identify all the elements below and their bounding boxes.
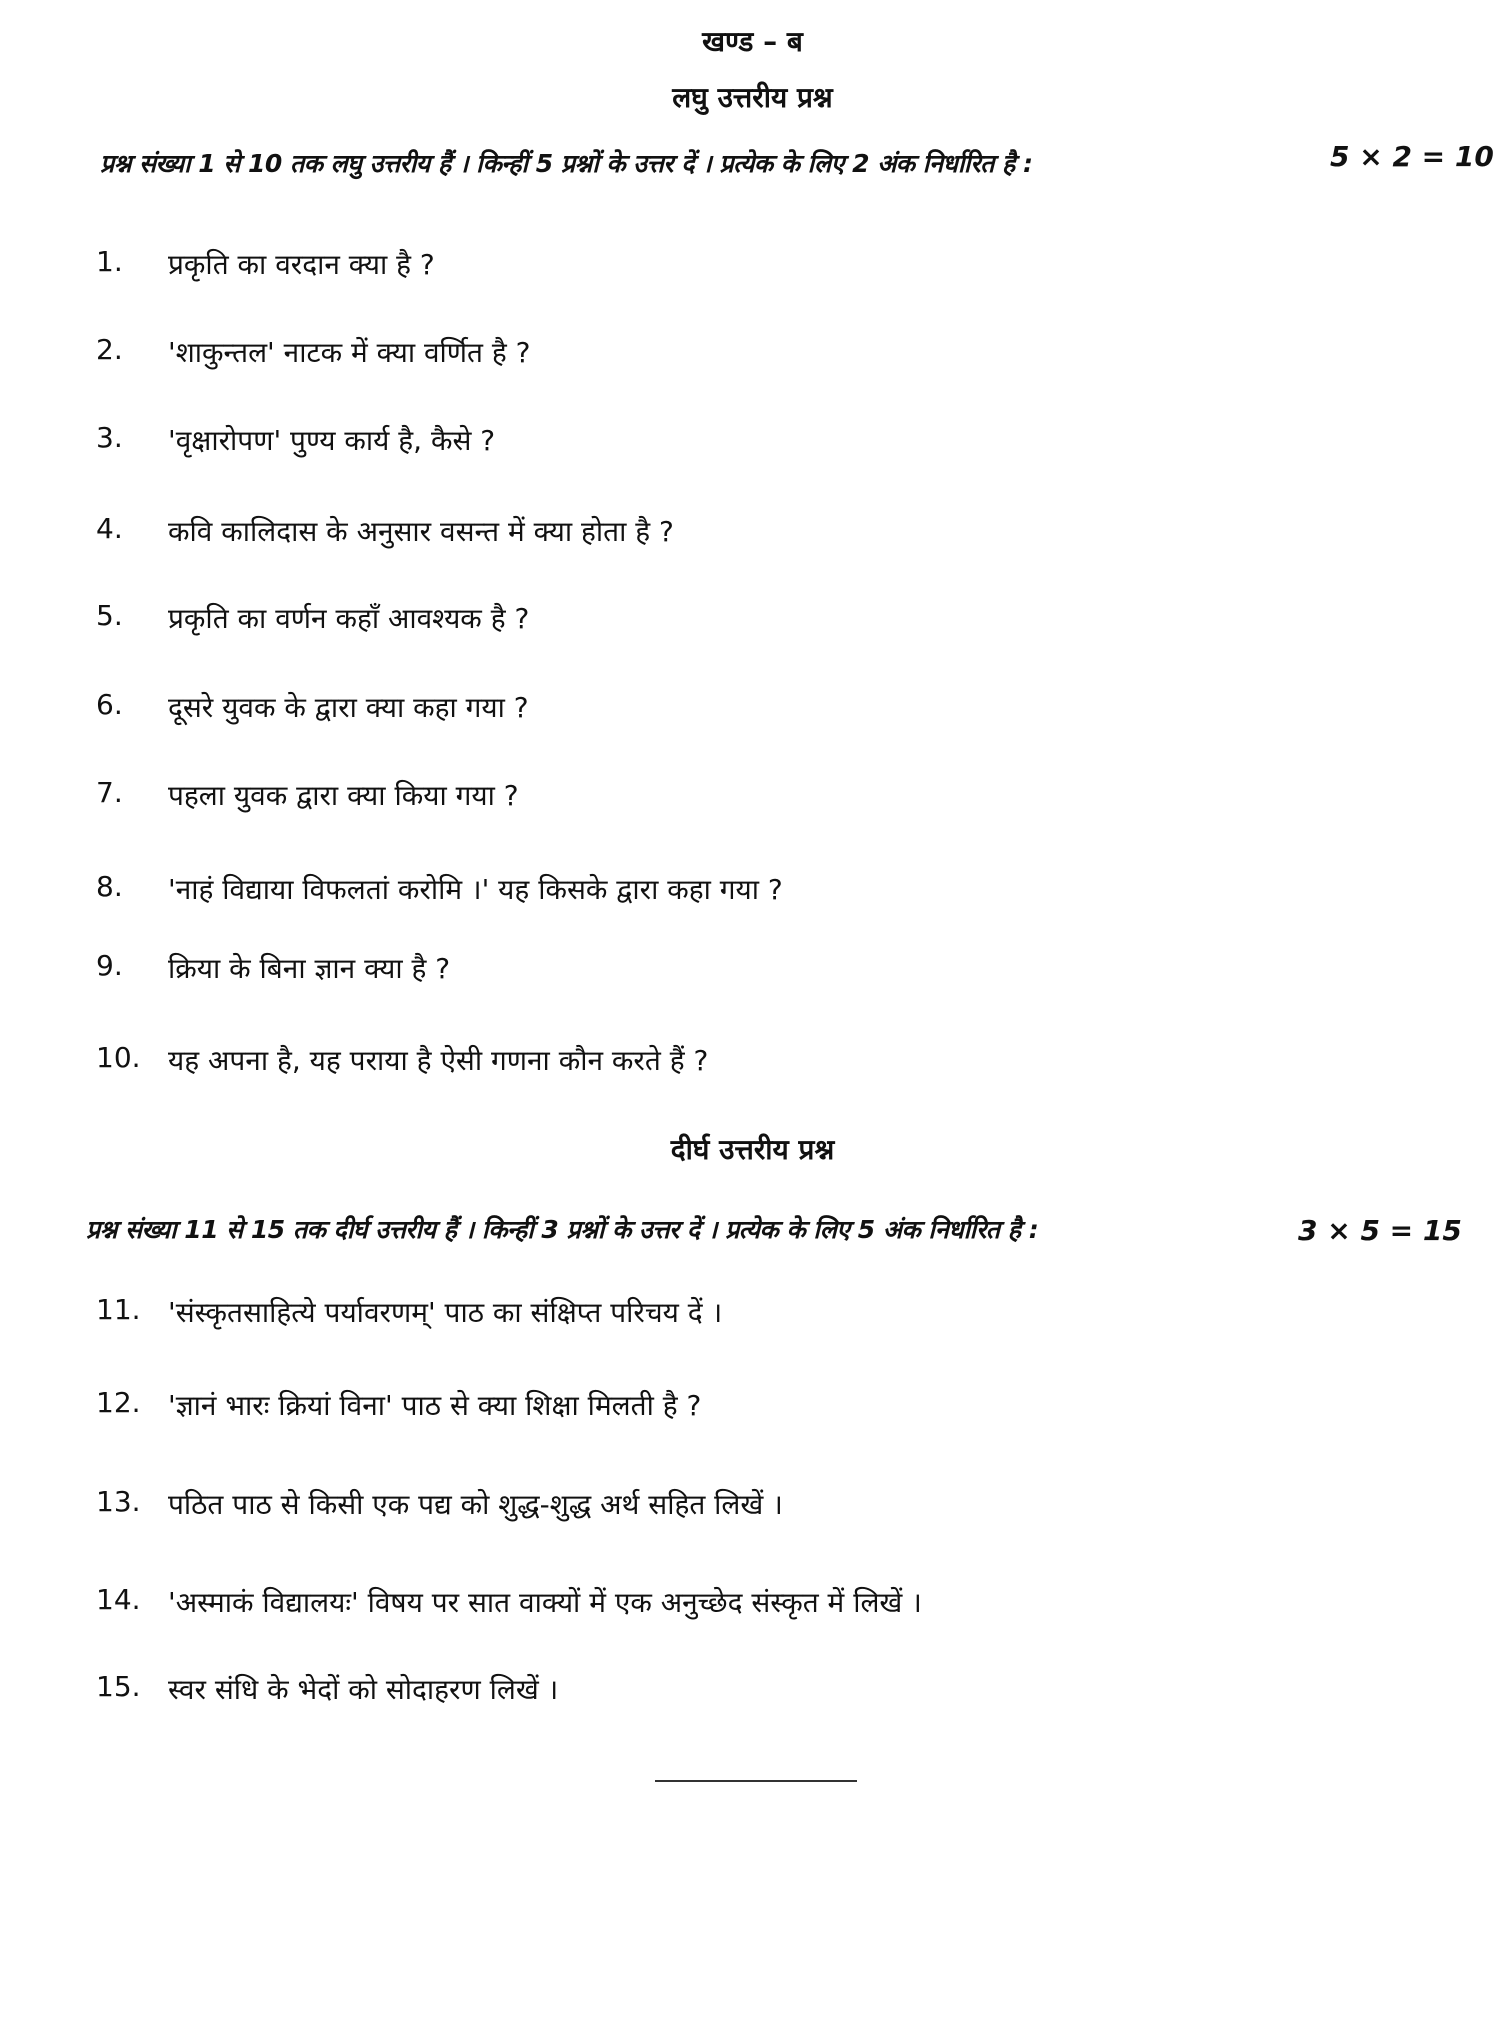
question-number: 15. — [96, 1670, 141, 1703]
question-text: 'वृक्षारोपण' पुण्य कार्य है, कैसे ? — [168, 424, 496, 457]
question-number: 6. — [96, 688, 123, 721]
question-text: दूसरे युवक के द्वारा क्या कहा गया ? — [168, 691, 529, 724]
question-number: 3. — [96, 421, 123, 454]
question-text: यह अपना है, यह पराया है ऐसी गणना कौन करते हैं ? — [168, 1044, 709, 1077]
question-text: 'संस्कृतसाहित्ये पर्यावरणम्' पाठ का संक्षिप्त परिचय दें । — [168, 1296, 723, 1329]
end-rule — [655, 1780, 857, 1782]
question-number: 7. — [96, 776, 123, 809]
question-text: पठित पाठ से किसी एक पद्य को शुद्ध-शुद्ध अर्थ सहित लिखें । — [168, 1488, 783, 1521]
short-answer-heading: लघु उत्तरीय प्रश्न — [672, 81, 833, 114]
question-text: 'ज्ञानं भारः क्रियां विना' पाठ से क्या शिक्षा मिलती है ? — [168, 1389, 702, 1422]
question-text: क्रिया के बिना ज्ञान क्या है ? — [168, 952, 451, 985]
question-text: पहला युवक द्वारा क्या किया गया ? — [168, 779, 519, 812]
long-answer-heading: दीर्घ उत्तरीय प्रश्न — [670, 1133, 835, 1166]
question-text: प्रकृति का वरदान क्या है ? — [168, 248, 435, 281]
question-text: प्रकृति का वर्णन कहाँ आवश्यक है ? — [168, 602, 530, 635]
long-answer-instruction: प्रश्न संख्या 11 से 15 तक दीर्घ उत्तरीय हैं । किन्हीं 3 प्रश्नों के उत्तर दें । प्रत्येक के लिए 5 अंक निर्धारित है : — [86, 1215, 1039, 1244]
question-number: 5. — [96, 599, 123, 632]
question-number: 13. — [96, 1485, 141, 1518]
short-answer-instruction: प्रश्न संख्या 1 से 10 तक लघु उत्तरीय हैं । किन्हीं 5 प्रश्नों के उत्तर दें । प्रत्येक के लिए 2 अंक निर्धारित है : — [100, 149, 1033, 178]
question-number: 14. — [96, 1583, 141, 1616]
question-number: 1. — [96, 245, 123, 278]
question-text: 'अस्माकं विद्यालयः' विषय पर सात वाक्यों में एक अनुच्छेद संस्कृत में लिखें । — [168, 1586, 922, 1619]
question-text: 'नाहं विद्याया विफलतां करोमि ।' यह किसके द्वारा कहा गया ? — [168, 873, 783, 906]
question-text: 'शाकुन्तल' नाटक में क्या वर्णित है ? — [168, 336, 531, 369]
section-title: खण्ड – ब — [702, 25, 803, 58]
question-text: स्वर संधि के भेदों को सोदाहरण लिखें । — [168, 1673, 559, 1706]
question-number: 2. — [96, 333, 123, 366]
question-number: 9. — [96, 949, 123, 982]
short-answer-marks: 5 × 2 = 10 — [1330, 140, 1494, 173]
question-number: 10. — [96, 1041, 141, 1074]
question-text: कवि कालिदास के अनुसार वसन्त में क्या होता है ? — [168, 515, 674, 548]
question-number: 4. — [96, 512, 123, 545]
question-number: 12. — [96, 1386, 141, 1419]
question-number: 11. — [96, 1293, 141, 1326]
long-answer-marks: 3 × 5 = 15 — [1298, 1214, 1462, 1247]
question-number: 8. — [96, 870, 123, 903]
